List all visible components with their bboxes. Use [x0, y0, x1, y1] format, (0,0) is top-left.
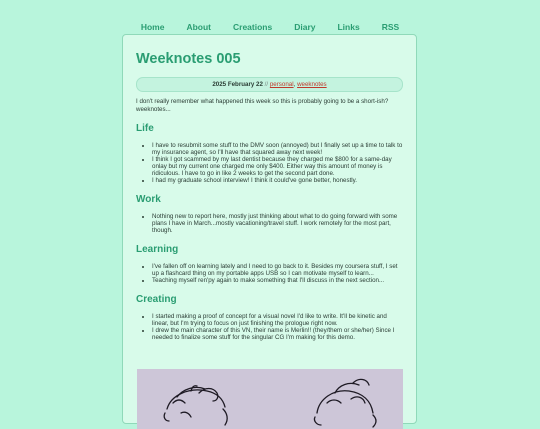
- tag-personal[interactable]: personal: [269, 81, 294, 88]
- list-item: • I drew the main character of this VN, their name is Merlin!! (they/them or she/her) Since I needed to finalize some stuff for the singular CG I'm making for this demo.: [152, 327, 403, 341]
- nav-creations[interactable]: Creations: [233, 22, 273, 32]
- post-meta: [136, 77, 403, 92]
- list-item: • Teaching myself ren'py again to make something that I'll discuss in the next section...: [152, 277, 403, 284]
- nav-home[interactable]: Home: [140, 22, 165, 32]
- nav-links[interactable]: Links: [337, 22, 360, 32]
- sketch-drawing: [137, 369, 403, 429]
- section-list: [136, 213, 403, 234]
- nav-about[interactable]: About: [186, 22, 211, 32]
- section-learning: [136, 244, 403, 284]
- section-list: [136, 142, 403, 184]
- list-item: • I think I got scammed by my last dentist because they charged me $800 for a same-day onlay but my current one charged me only $400. Either way this amount of money is ridiculous. I have to go in like 2 weeks to get the second part done.: [152, 156, 403, 177]
- section-heading: Life: [136, 123, 154, 135]
- section-heading: Work: [136, 194, 161, 206]
- list-item: • I had my graduate school interview! I think it could've gone better, honestly.: [152, 177, 403, 184]
- nav-diary[interactable]: Diary: [294, 22, 316, 32]
- character-sketch-image: [137, 369, 403, 429]
- section-creating: [136, 294, 403, 341]
- tag-separator: ,: [293, 81, 296, 88]
- post-card: [122, 34, 417, 424]
- list-item: • I have to resubmit some stuff to the DMV soon (annoyed) but I finally set up a time to talk to my insurance agent, so I'll have that squared away next week!: [152, 142, 403, 156]
- list-item: • Nothing new to report here, mostly just thinking about what to do going forward with some plans I have in March...mostly vacationing/travel stuff. I work remotely for the most part, though.: [152, 213, 403, 234]
- nav-rss[interactable]: RSS: [381, 22, 400, 32]
- list-item: • I've fallen off on learning lately and I need to go back to it. Besides my coursera stuff, I set up a flashcard thing on my portable apps USB so I can motivate myself to learn...: [152, 263, 403, 277]
- section-life: [136, 123, 403, 184]
- meta-separator: //: [264, 81, 269, 88]
- post-date: 2025 February 22: [212, 81, 263, 88]
- section-list: [136, 263, 403, 284]
- list-item: • I started making a proof of concept for a visual novel I'd like to write. It'll be kinetic and linear, but I'm trying to focus on just finishing the prologue right now.: [152, 313, 403, 327]
- section-heading: Creating: [136, 294, 177, 306]
- section-list: [136, 313, 403, 341]
- post-intro: I don't really remember what happened this week so this is probably going to be a short-ish? weeknotes...: [136, 98, 389, 113]
- section-heading: Learning: [136, 244, 179, 256]
- tag-weeknotes[interactable]: weeknotes: [297, 81, 327, 88]
- section-work: [136, 194, 403, 234]
- post-title: Weeknotes 005: [136, 51, 241, 67]
